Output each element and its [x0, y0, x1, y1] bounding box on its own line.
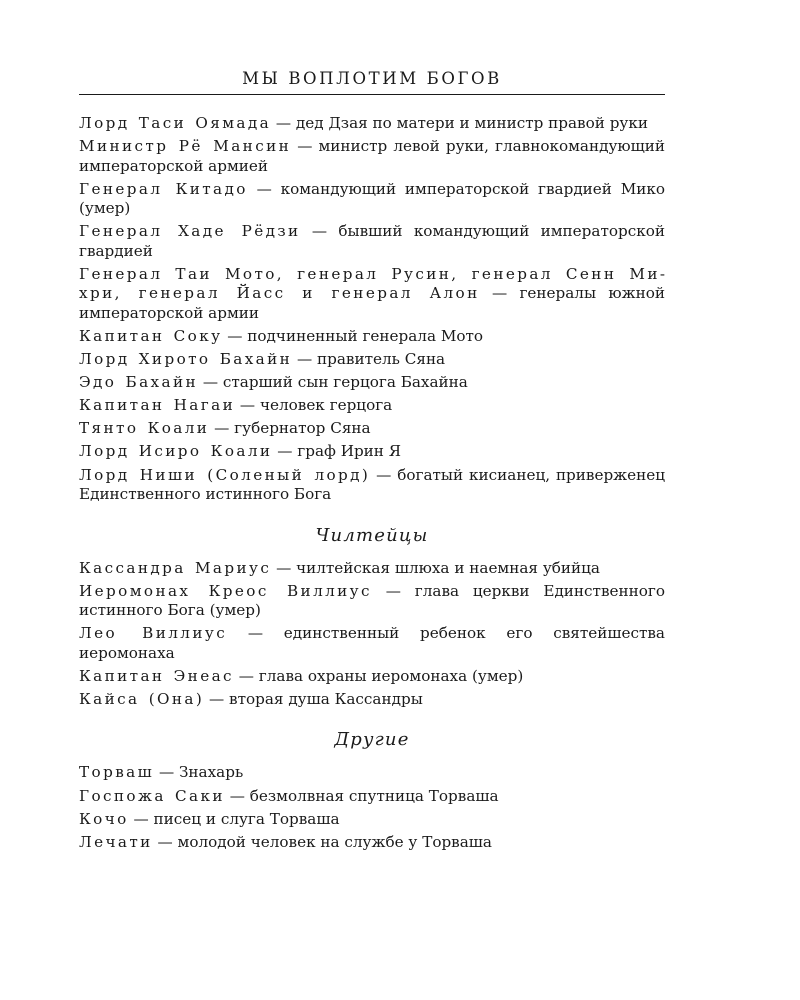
- character-name: Капитан Соку: [79, 326, 223, 345]
- character-entry: [79, 442, 665, 462]
- character-description: — граф Ирин Я: [272, 442, 402, 461]
- section-chiltei: [79, 524, 665, 710]
- character-entry: [79, 810, 665, 830]
- character-name: Кассандра Мариус: [79, 558, 272, 577]
- character-name: Иеромонах Креос Виллиус: [79, 581, 372, 600]
- character-entry: [79, 180, 665, 219]
- character-description: — старший сын герцога Бахайна: [198, 373, 468, 392]
- character-entry: [79, 222, 665, 261]
- character-description: — вторая душа Кассандры: [204, 689, 423, 708]
- character-name: Министр Рё Мансин: [79, 137, 292, 156]
- running-head: МЫ ВОПЛОТИМ БОГОВ: [79, 66, 665, 95]
- character-description: — богатый кисианец, приверженец Единственного истинного Бога: [79, 465, 666, 504]
- character-description: — глава охраны иеромонаха (умер): [233, 666, 524, 685]
- section-others: [79, 728, 665, 852]
- character-description: — Знахарь: [154, 763, 244, 782]
- section-kisian-continued: [79, 114, 665, 505]
- character-name: Лорд Исиро Коали: [79, 442, 273, 461]
- section-title: Другие: [334, 729, 410, 751]
- character-entry: [79, 833, 665, 853]
- character-entry: [79, 582, 665, 621]
- character-description: — губернатор Сяна: [209, 419, 371, 438]
- character-description: — глава церкви Единственного истинного Бога (умер): [79, 581, 665, 620]
- character-entry: [79, 667, 665, 687]
- character-description: — писец и слуга Торваша: [128, 809, 340, 828]
- character-entry: [79, 787, 665, 807]
- character-entry: [79, 265, 665, 324]
- character-description: — дед Дзая по матери и министр правой руки: [271, 114, 648, 132]
- character-name: Госпожа Саки: [79, 786, 225, 805]
- character-name: Кайса (Она): [79, 689, 205, 708]
- character-entry: [79, 114, 665, 134]
- character-entry: [79, 419, 665, 439]
- character-description: — бывший командующий императорской гвардией: [79, 222, 665, 260]
- character-description: — генералы южной императорской армии: [79, 284, 665, 322]
- character-entry: [79, 350, 665, 370]
- character-description: — чилтейская шлюха и наемная убийца: [271, 558, 600, 577]
- section-title: Чилтейцы: [315, 524, 429, 546]
- character-name: Лео Виллиус: [79, 624, 228, 643]
- character-entry: [79, 763, 665, 783]
- character-name: Капитан Нагаи: [79, 396, 236, 415]
- character-description: — единственный ребенок его святейшества иеромонаха: [79, 624, 665, 662]
- character-entry: [79, 327, 665, 347]
- character-name: Кочо: [79, 809, 129, 828]
- character-entry: [79, 373, 665, 393]
- character-name: Генерал Таи Мото, генерал Русин, генерал Сенн Михри, генерал Йасс и генерал Алон: [79, 264, 665, 303]
- character-description: — молодой человек на службе у Торваша: [152, 832, 492, 851]
- character-name: Эдо Бахайн: [79, 373, 199, 392]
- character-name: Генерал Хаде Рёдзи: [79, 222, 301, 241]
- character-description: — человек герцога: [235, 396, 393, 415]
- character-name: Лорд Ниши (Соленый лорд): [79, 465, 371, 484]
- character-description: — подчиненный генерала Мото: [222, 326, 484, 345]
- character-description: — правитель Сяна: [292, 350, 446, 369]
- character-description: — министр левой руки, главнокомандующий императорской армией: [79, 137, 665, 175]
- character-name: Тянто Коали: [79, 419, 210, 438]
- character-entry: [79, 559, 665, 579]
- character-description: — безмолвная спутница Торваша: [224, 786, 499, 805]
- character-entry: [79, 624, 665, 663]
- character-entry: [79, 466, 665, 505]
- character-name: Лорд Таси Оямада: [79, 114, 272, 132]
- character-description: — командующий императорской гвардией Мико (умер): [79, 179, 666, 218]
- character-name: Капитан Энеас: [79, 666, 234, 685]
- character-entry: [79, 690, 665, 710]
- character-name: Лорд Хирото Бахайн: [79, 350, 293, 369]
- character-name: Лечати: [79, 832, 153, 851]
- character-entry: [79, 137, 665, 176]
- book-page: [79, 66, 665, 856]
- character-entry: [79, 396, 665, 416]
- character-name: Торваш: [79, 763, 155, 782]
- character-name: Генерал Китадо: [79, 179, 248, 198]
